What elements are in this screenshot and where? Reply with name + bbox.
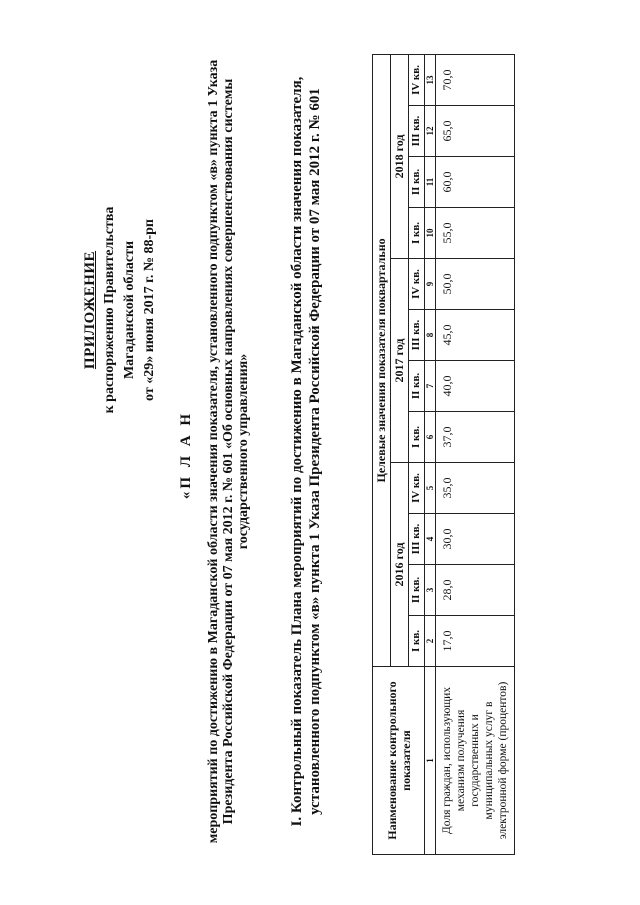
quarter-header: II кв. — [409, 361, 425, 412]
indicator-value: 70,0 — [436, 54, 515, 105]
indicator-table — [372, 54, 515, 855]
indicator-value: 17,0 — [436, 616, 515, 667]
column-number: 1 — [425, 667, 436, 855]
appendix-line-2: Магаданской области — [122, 240, 137, 380]
quarter-header: II кв. — [409, 565, 425, 616]
column-number: 13 — [425, 54, 436, 105]
quarter-header: I кв. — [409, 208, 425, 259]
table-header-row-1 — [373, 54, 391, 854]
indicator-value: 55,0 — [436, 208, 515, 259]
column-number: 4 — [425, 514, 436, 565]
plan-description: мероприятий по достижению в Магаданской области значения показателя, установленного подпунктом «в» пункта 1 Указа Президента Российской Федерации от 07 мая 2012 г. № 601 «Об основных направлениях совершенствования системы государственного управления» — [206, 59, 251, 844]
column-number: 5 — [425, 463, 436, 514]
column-number: 8 — [425, 310, 436, 361]
indicator-value: 28,0 — [436, 565, 515, 616]
column-number: 9 — [425, 259, 436, 310]
quarter-header: III кв. — [409, 310, 425, 361]
quarter-header: II кв. — [409, 157, 425, 208]
name-column-header: Наименование контрольного показателя — [373, 667, 425, 855]
section-title: I. Контрольный показатель Плана мероприятий по достижению в Магаданской области значения показателя, установленного подпунктом «в» пункта 1 Указа Президента Российской Федерации от 07 мая 2012 г. № 601 — [289, 76, 323, 827]
indicator-value: 30,0 — [436, 514, 515, 565]
quarter-header: I кв. — [409, 616, 425, 667]
appendix-line-1: к распоряжению Правительства — [102, 206, 117, 414]
year-header: 2018 год — [391, 54, 409, 258]
column-number: 10 — [425, 208, 436, 259]
quarter-header: IV кв. — [409, 54, 425, 105]
indicator-value: 45,0 — [436, 310, 515, 361]
appendix-line-3: от «29» июня 2017 г. № 88-рп — [142, 219, 157, 401]
indicator-value: 40,0 — [436, 361, 515, 412]
quarter-header: III кв. — [409, 106, 425, 157]
indicator-value: 65,0 — [436, 106, 515, 157]
appendix-heading: ПРИЛОЖЕНИЕ — [82, 250, 98, 370]
indicator-value: 37,0 — [436, 412, 515, 463]
table-row — [436, 54, 515, 854]
indicator-value: 35,0 — [436, 463, 515, 514]
indicator-value: 60,0 — [436, 157, 515, 208]
target-values-header: Целевые значения показателя поквартально — [373, 54, 391, 666]
column-number: 2 — [425, 616, 436, 667]
indicator-value: 50,0 — [436, 259, 515, 310]
column-number: 6 — [425, 412, 436, 463]
column-number: 7 — [425, 361, 436, 412]
indicator-name: Доля граждан, использующих механизм получения государственных и муниципальных услуг в электронной форме (процентов) — [436, 667, 515, 855]
year-header: 2016 год — [391, 463, 409, 667]
column-number: 3 — [425, 565, 436, 616]
column-number-row — [425, 54, 436, 854]
quarter-header: IV кв. — [409, 259, 425, 310]
plan-title: «П Л А Н — [178, 410, 194, 500]
year-header: 2017 год — [391, 259, 409, 463]
quarter-header: IV кв. — [409, 463, 425, 514]
quarter-header: I кв. — [409, 412, 425, 463]
column-number: 12 — [425, 106, 436, 157]
quarter-header: III кв. — [409, 514, 425, 565]
column-number: 11 — [425, 157, 436, 208]
appendix-block — [80, 160, 160, 460]
